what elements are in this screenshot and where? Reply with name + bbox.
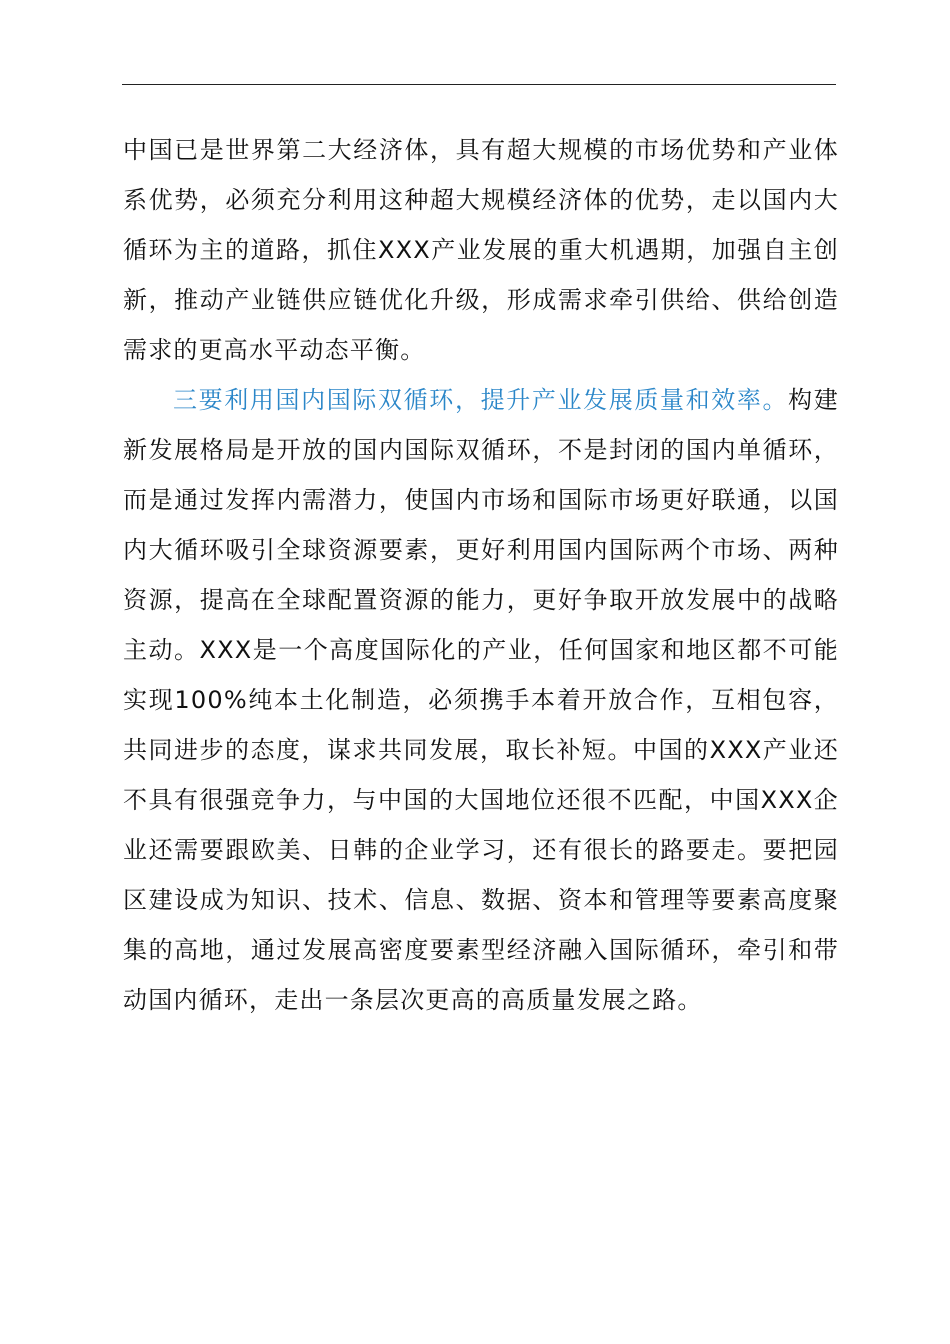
paragraph-2-text: 构建新发展格局是开放的国内国际双循环，不是封闭的国内单循环，而是通过发挥内需潜力，使国内市场和国际市场更好联通，以国内大循环吸引全球资源要素，更好利用国内国际两个市场、两种资源，提高在全球配置资源的能力，更好争取开放发展中的战略主动。XXX是一个高度国际化的产业，任何国家和地区都不可能实现100%纯本土化制造，必须携手本着开放合作，互相包容，共同进步的态度，谋求共同发展，取长补短。中国的XXX产业还不具有很强竞争力，与中国的大国地位还很不匹配，中国XXX企业还需要跟欧美、日韩的企业学习，还有很长的路要走。要把园区建设成为知识、技术、信息、数据、资本和管理等要素高度聚集的高地，通过发展高密度要素型经济融入国际循环，牵引和带动国内循环，走出一条层次更高的高质量发展之路。 <box>123 386 839 1014</box>
document-body <box>123 125 839 1025</box>
paragraph-1 <box>123 125 839 375</box>
paragraph-1-text: 中国已是世界第二大经济体，具有超大规模的市场优势和产业体系优势，必须充分利用这种超大规模经济体的优势，走以国内大循环为主的道路，抓住XXX产业发展的重大机遇期，加强自主创新，推动产业链供应链优化升级，形成需求牵引供给、供给创造需求的更高水平动态平衡。 <box>123 136 839 364</box>
header-rule <box>122 84 836 85</box>
paragraph-2 <box>123 375 839 1025</box>
section-heading: 三要利用国内国际双循环，提升产业发展质量和效率。 <box>173 386 789 414</box>
